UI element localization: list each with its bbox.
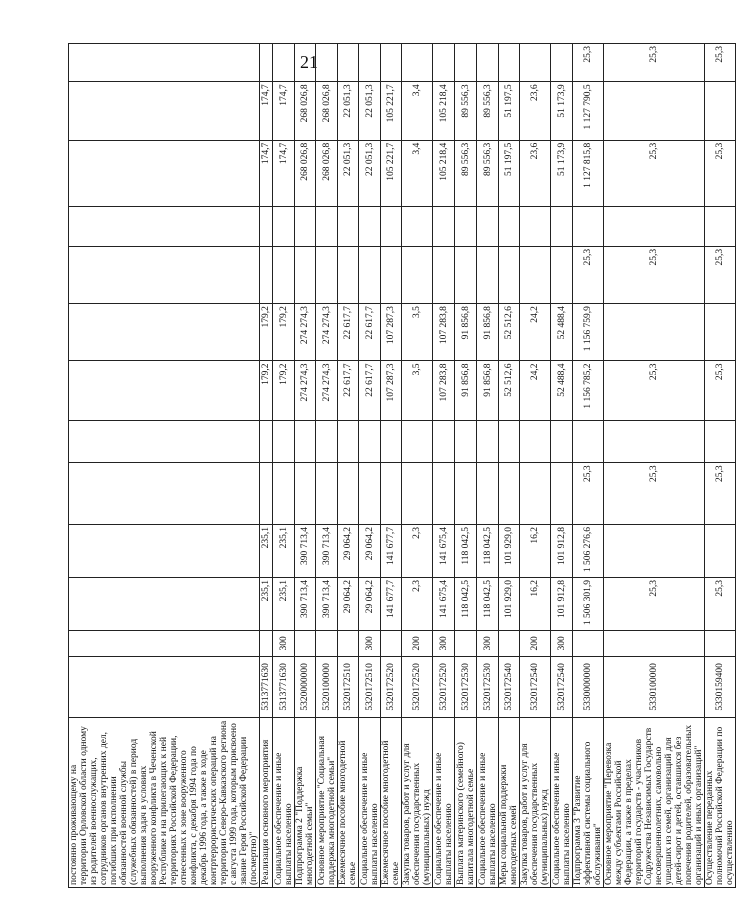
row-name: Меры социальной поддержки многодетных семей bbox=[499, 718, 520, 888]
row-value: 25,3 bbox=[705, 140, 736, 206]
row-value: 25,3 bbox=[604, 463, 705, 525]
row-value: 25,3 bbox=[705, 578, 736, 631]
row-value: 105 221,7 bbox=[381, 140, 402, 206]
row-empty bbox=[551, 206, 573, 246]
row-value bbox=[477, 246, 499, 303]
row-value: 51 173,9 bbox=[551, 140, 573, 206]
row-value: 274 274,3 bbox=[316, 361, 338, 420]
row-empty bbox=[359, 420, 381, 462]
row-name: Подпрограмма 2 "Поддержка многодетной семьи" bbox=[295, 718, 316, 888]
row-value: 91 856,8 bbox=[477, 361, 499, 420]
row-value: 268 026,8 bbox=[295, 82, 316, 140]
row-value: 52 512,6 bbox=[499, 304, 520, 361]
row-value bbox=[551, 246, 573, 303]
row-value: 141 677,7 bbox=[381, 578, 402, 631]
row-value: 141 675,4 bbox=[433, 524, 455, 577]
row-expense-type bbox=[705, 631, 736, 656]
row-value: 118 042,5 bbox=[455, 578, 477, 631]
row-value: 25,3 bbox=[573, 44, 604, 82]
row-value bbox=[402, 246, 433, 303]
row-name: Ежемесячное пособие многодетной семье bbox=[381, 718, 402, 888]
row-empty bbox=[499, 420, 520, 462]
row-value bbox=[477, 463, 499, 525]
row-value: 141 675,4 bbox=[433, 578, 455, 631]
row-value: 118 042,5 bbox=[477, 524, 499, 577]
row-value bbox=[69, 524, 260, 577]
row-expense-type: 300 bbox=[273, 631, 295, 656]
row-empty bbox=[402, 206, 433, 246]
row-value bbox=[455, 463, 477, 525]
row-value: 2,3 bbox=[402, 578, 433, 631]
row-value: 1 127 790,5 bbox=[573, 82, 604, 140]
row-value bbox=[69, 578, 260, 631]
row-value: 1 127 815,8 bbox=[573, 140, 604, 206]
row-expense-type bbox=[455, 631, 477, 656]
row-value: 107 287,3 bbox=[381, 361, 402, 420]
row-value bbox=[260, 246, 273, 303]
row-value: 107 287,3 bbox=[381, 304, 402, 361]
row-value bbox=[433, 246, 455, 303]
row-value bbox=[402, 44, 433, 82]
row-empty bbox=[295, 420, 316, 462]
row-empty bbox=[455, 420, 477, 462]
row-expense-type: 300 bbox=[359, 631, 381, 656]
row-value: 22 617,7 bbox=[338, 361, 359, 420]
row-value: 174,7 bbox=[273, 82, 295, 140]
row-value: 118 042,5 bbox=[455, 524, 477, 577]
row-code: 5320172530 bbox=[477, 656, 499, 718]
table-row bbox=[551, 44, 573, 888]
row-name: Социальное обеспечение и иные выплаты населению bbox=[477, 718, 499, 888]
row-empty bbox=[433, 206, 455, 246]
row-empty bbox=[499, 206, 520, 246]
row-value bbox=[359, 463, 381, 525]
table-row bbox=[273, 44, 295, 888]
row-empty bbox=[477, 206, 499, 246]
table-row bbox=[295, 44, 316, 888]
row-expense-type bbox=[499, 631, 520, 656]
table-row bbox=[338, 44, 359, 888]
row-code: 5313771630 bbox=[273, 656, 295, 718]
table-row bbox=[260, 44, 273, 888]
row-value: 25,3 bbox=[604, 246, 705, 303]
row-value: 24,2 bbox=[520, 361, 551, 420]
row-value bbox=[499, 463, 520, 525]
row-name: Социальное обеспечение и иные выплаты населению bbox=[359, 718, 381, 888]
row-name: Реализация основного мероприятия bbox=[260, 718, 273, 888]
row-value: 107 283,8 bbox=[433, 304, 455, 361]
row-name: Основное мероприятие "Перевозка между субъектами Российской Федерации, а также в пределах территорий государств - участников Содружества Независимых Государств несовершеннолетних, самовольно ушедших из семей, организаций для детей-сирот и детей, оставшихся без попечения родителей, образовательных организаций и иных организаций" bbox=[604, 718, 705, 888]
row-expense-type bbox=[604, 631, 705, 656]
row-empty bbox=[705, 420, 736, 462]
row-expense-type bbox=[295, 631, 316, 656]
row-value: 22 617,7 bbox=[359, 304, 381, 361]
row-value: 25,3 bbox=[604, 140, 705, 206]
row-value: 105 221,7 bbox=[381, 82, 402, 140]
row-value: 22 617,7 bbox=[338, 304, 359, 361]
table-row bbox=[455, 44, 477, 888]
row-value: 89 556,3 bbox=[477, 82, 499, 140]
row-value: 390 713,4 bbox=[316, 524, 338, 577]
row-value bbox=[359, 44, 381, 82]
row-value: 174,7 bbox=[260, 140, 273, 206]
row-code: 5320000000 bbox=[295, 656, 316, 718]
row-value bbox=[433, 463, 455, 525]
row-value: 1 156 785,2 bbox=[573, 361, 604, 420]
row-value: 52 488,4 bbox=[551, 304, 573, 361]
row-empty bbox=[520, 420, 551, 462]
row-value bbox=[295, 463, 316, 525]
row-empty bbox=[573, 206, 604, 246]
row-value bbox=[604, 524, 705, 577]
row-value: 235,1 bbox=[273, 578, 295, 631]
row-code: 5320172540 bbox=[551, 656, 573, 718]
table-row bbox=[433, 44, 455, 888]
row-value: 268 026,8 bbox=[295, 140, 316, 206]
row-empty bbox=[455, 206, 477, 246]
row-value bbox=[705, 524, 736, 577]
row-expense-type: 300 bbox=[433, 631, 455, 656]
row-value: 25,3 bbox=[705, 246, 736, 303]
row-empty bbox=[381, 206, 402, 246]
row-empty bbox=[520, 206, 551, 246]
row-name: постоянно проживающему на территории Орловской области одному из родителей военнослужащих, сотрудников органов внутренних дел, погибших при исполнении обязанностей военной службы (служебных обязанностей) в период выполнения задач в условиях вооруженного конфликта в Чеченской Республике и на прилегающих к ней территориях Российской Федерации, отнесенных к зоне вооруженного конфликта, с декабря 1994 года по декабрь 1996 года, а также в ходе контртеррористических операций на территории Северо-Кавказского региона с августа 1999 года, которым присвоено звание Героя Российской Федерации (посмертно)" bbox=[69, 718, 260, 888]
row-value: 29 064,2 bbox=[359, 524, 381, 577]
row-value: 22 051,3 bbox=[359, 82, 381, 140]
row-value bbox=[455, 246, 477, 303]
row-code: 5320100000 bbox=[316, 656, 338, 718]
row-expense-type bbox=[260, 631, 273, 656]
row-empty bbox=[69, 206, 260, 246]
row-empty bbox=[295, 206, 316, 246]
row-value: 235,1 bbox=[260, 578, 273, 631]
row-value: 89 556,3 bbox=[455, 140, 477, 206]
row-code: 5320172540 bbox=[499, 656, 520, 718]
row-value: 2,3 bbox=[402, 524, 433, 577]
row-value: 3,4 bbox=[402, 82, 433, 140]
row-name: Основное мероприятие "Социальная поддержка многодетной семьи" bbox=[316, 718, 338, 888]
table-row bbox=[573, 44, 604, 888]
row-empty bbox=[338, 206, 359, 246]
row-name: Выплата материнского (семейного) капитала многодетной семье bbox=[455, 718, 477, 888]
row-value: 22 051,3 bbox=[338, 140, 359, 206]
row-empty bbox=[359, 206, 381, 246]
row-value: 3,5 bbox=[402, 361, 433, 420]
row-value bbox=[69, 82, 260, 140]
row-expense-type: 300 bbox=[477, 631, 499, 656]
table-row bbox=[359, 44, 381, 888]
row-value bbox=[477, 44, 499, 82]
row-value bbox=[316, 463, 338, 525]
row-name: Ежемесячное пособие многодетной семье bbox=[338, 718, 359, 888]
row-code: 5320172510 bbox=[338, 656, 359, 718]
table-row bbox=[316, 44, 338, 888]
row-value: 274 274,3 bbox=[295, 361, 316, 420]
row-value: 52 488,4 bbox=[551, 361, 573, 420]
row-value: 101 912,8 bbox=[551, 524, 573, 577]
row-empty bbox=[477, 420, 499, 462]
row-value bbox=[499, 246, 520, 303]
row-value: 25,3 bbox=[705, 361, 736, 420]
row-value bbox=[273, 246, 295, 303]
row-value bbox=[705, 304, 736, 361]
row-value bbox=[433, 44, 455, 82]
row-value: 16,2 bbox=[520, 578, 551, 631]
row-value: 179,2 bbox=[273, 361, 295, 420]
row-value: 3,4 bbox=[402, 140, 433, 206]
row-value bbox=[338, 463, 359, 525]
row-value bbox=[273, 44, 295, 82]
row-value: 268 026,8 bbox=[316, 82, 338, 140]
row-empty bbox=[573, 420, 604, 462]
row-expense-type bbox=[573, 631, 604, 656]
row-value: 274 274,3 bbox=[316, 304, 338, 361]
row-value: 107 283,8 bbox=[433, 361, 455, 420]
row-value bbox=[260, 44, 273, 82]
row-value bbox=[551, 44, 573, 82]
row-value: 174,7 bbox=[273, 140, 295, 206]
row-value: 1 156 759,9 bbox=[573, 304, 604, 361]
row-name: Подпрограмма 3 "Развитие эффективной системы социального обслуживания" bbox=[573, 718, 604, 888]
row-code bbox=[69, 656, 260, 718]
row-value bbox=[520, 44, 551, 82]
row-empty bbox=[604, 206, 705, 246]
row-value: 25,3 bbox=[604, 361, 705, 420]
row-value: 1 506 276,6 bbox=[573, 524, 604, 577]
row-value: 118 042,5 bbox=[477, 578, 499, 631]
row-value: 390 713,4 bbox=[316, 578, 338, 631]
row-value bbox=[69, 361, 260, 420]
row-value: 25,3 bbox=[573, 246, 604, 303]
table-row bbox=[381, 44, 402, 888]
table-row bbox=[69, 44, 260, 888]
row-value: 91 856,8 bbox=[455, 361, 477, 420]
row-value: 16,2 bbox=[520, 524, 551, 577]
row-value bbox=[381, 246, 402, 303]
row-value bbox=[69, 44, 260, 82]
row-name: Социальное обеспечение и иные выплаты населению bbox=[433, 718, 455, 888]
row-value: 91 856,8 bbox=[455, 304, 477, 361]
row-value: 101 912,8 bbox=[551, 578, 573, 631]
row-value: 89 556,3 bbox=[477, 140, 499, 206]
row-name: Закупка товаров, работ и услуг для обеспечения государственных (муниципальных) нужд bbox=[402, 718, 433, 888]
row-value bbox=[381, 44, 402, 82]
row-empty bbox=[381, 420, 402, 462]
row-value bbox=[69, 140, 260, 206]
page-number: 21 bbox=[300, 52, 318, 72]
row-value: 268 026,8 bbox=[316, 140, 338, 206]
row-name: Осуществление переданных полномочий Российской Федерации по осуществлению bbox=[705, 718, 736, 888]
row-value bbox=[316, 246, 338, 303]
row-value: 179,2 bbox=[273, 304, 295, 361]
row-code: 5320172520 bbox=[381, 656, 402, 718]
row-empty bbox=[338, 420, 359, 462]
row-value: 105 218,4 bbox=[433, 82, 455, 140]
row-value: 22 617,7 bbox=[359, 361, 381, 420]
row-expense-type: 200 bbox=[402, 631, 433, 656]
row-value bbox=[295, 246, 316, 303]
table-row bbox=[402, 44, 433, 888]
row-value: 174,7 bbox=[260, 82, 273, 140]
row-value: 235,1 bbox=[273, 524, 295, 577]
row-value: 23,6 bbox=[520, 82, 551, 140]
row-value bbox=[316, 44, 338, 82]
row-value bbox=[338, 44, 359, 82]
row-value bbox=[273, 463, 295, 525]
row-code: 5320172520 bbox=[433, 656, 455, 718]
row-value bbox=[338, 246, 359, 303]
row-empty bbox=[433, 420, 455, 462]
row-code: 5320172520 bbox=[402, 656, 433, 718]
row-empty bbox=[604, 420, 705, 462]
row-empty bbox=[402, 420, 433, 462]
row-code: 5330159400 bbox=[705, 656, 736, 718]
row-value bbox=[402, 463, 433, 525]
table-row bbox=[705, 44, 736, 888]
rotated-table-container bbox=[68, 43, 735, 888]
row-empty bbox=[260, 420, 273, 462]
row-value: 51 197,5 bbox=[499, 140, 520, 206]
row-value bbox=[295, 44, 316, 82]
row-value: 101 929,0 bbox=[499, 524, 520, 577]
row-value bbox=[69, 304, 260, 361]
row-expense-type bbox=[381, 631, 402, 656]
row-name: Социальное обеспечение и иные выплаты населению bbox=[551, 718, 573, 888]
row-expense-type bbox=[69, 631, 260, 656]
row-value bbox=[359, 246, 381, 303]
row-name: Закупка товаров, работ и услуг для обеспечения государственных (муниципальных) нужд bbox=[520, 718, 551, 888]
row-value: 101 929,0 bbox=[499, 578, 520, 631]
row-value: 179,2 bbox=[260, 361, 273, 420]
row-expense-type: 200 bbox=[520, 631, 551, 656]
row-empty bbox=[551, 420, 573, 462]
row-value: 25,3 bbox=[573, 463, 604, 525]
row-value bbox=[455, 44, 477, 82]
row-code: 5330000000 bbox=[573, 656, 604, 718]
row-value bbox=[69, 246, 260, 303]
row-value bbox=[520, 463, 551, 525]
row-value bbox=[260, 463, 273, 525]
row-value: 1 506 301,9 bbox=[573, 578, 604, 631]
table-row bbox=[604, 44, 705, 888]
row-value: 29 064,2 bbox=[338, 578, 359, 631]
row-value: 141 677,7 bbox=[381, 524, 402, 577]
row-value bbox=[705, 82, 736, 140]
row-empty bbox=[705, 206, 736, 246]
table-row bbox=[520, 44, 551, 888]
row-empty bbox=[316, 420, 338, 462]
row-value: 25,3 bbox=[604, 44, 705, 82]
row-value: 29 064,2 bbox=[338, 524, 359, 577]
row-value: 52 512,6 bbox=[499, 361, 520, 420]
row-value bbox=[520, 246, 551, 303]
row-value: 235,1 bbox=[260, 524, 273, 577]
row-value bbox=[604, 82, 705, 140]
row-value bbox=[69, 463, 260, 525]
row-value: 22 051,3 bbox=[359, 140, 381, 206]
row-value bbox=[551, 463, 573, 525]
row-empty bbox=[260, 206, 273, 246]
row-value: 51 173,9 bbox=[551, 82, 573, 140]
row-expense-type bbox=[338, 631, 359, 656]
row-value bbox=[381, 463, 402, 525]
budget-table bbox=[68, 43, 736, 888]
row-expense-type: 300 bbox=[551, 631, 573, 656]
row-value: 274 274,3 bbox=[295, 304, 316, 361]
row-code: 5330100000 bbox=[604, 656, 705, 718]
row-value: 105 218,4 bbox=[433, 140, 455, 206]
table-body bbox=[69, 44, 736, 888]
row-value: 390 713,4 bbox=[295, 578, 316, 631]
row-empty bbox=[69, 420, 260, 462]
row-value: 23,6 bbox=[520, 140, 551, 206]
row-value: 91 856,8 bbox=[477, 304, 499, 361]
row-value: 24,2 bbox=[520, 304, 551, 361]
row-empty bbox=[316, 206, 338, 246]
row-expense-type bbox=[316, 631, 338, 656]
row-value bbox=[604, 304, 705, 361]
row-value: 51 197,5 bbox=[499, 82, 520, 140]
row-value: 390 713,4 bbox=[295, 524, 316, 577]
row-code: 5320172540 bbox=[520, 656, 551, 718]
row-code: 5320172530 bbox=[455, 656, 477, 718]
row-value bbox=[499, 44, 520, 82]
table-row bbox=[477, 44, 499, 888]
row-value: 3,5 bbox=[402, 304, 433, 361]
table-row bbox=[499, 44, 520, 888]
row-code: 5320172510 bbox=[359, 656, 381, 718]
row-value: 25,3 bbox=[705, 463, 736, 525]
row-value: 25,3 bbox=[705, 44, 736, 82]
row-name: Социальное обеспечение и иные выплаты населению bbox=[273, 718, 295, 888]
row-value: 29 064,2 bbox=[359, 578, 381, 631]
row-empty bbox=[273, 420, 295, 462]
row-value: 179,2 bbox=[260, 304, 273, 361]
row-value: 89 556,3 bbox=[455, 82, 477, 140]
row-code: 5313771630 bbox=[260, 656, 273, 718]
row-empty bbox=[273, 206, 295, 246]
row-value: 22 051,3 bbox=[338, 82, 359, 140]
row-value: 25,3 bbox=[604, 578, 705, 631]
